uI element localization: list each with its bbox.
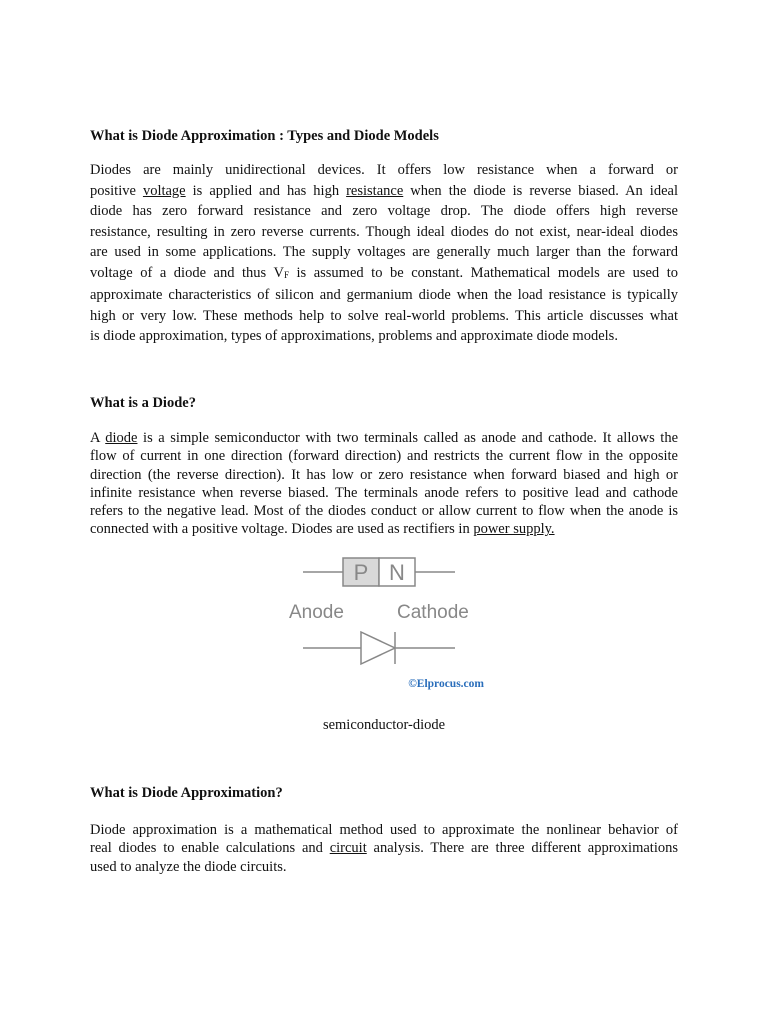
figure-caption: semiconductor-diode xyxy=(322,717,446,733)
text-line: flow of current in one direction (forward direction) and restricts the current flow in the opposite xyxy=(90,448,678,465)
text-line: is diode approximation, types of approximations, problems and approximate diode models. xyxy=(90,328,618,344)
text-line: Diodes are mainly unidirectional devices. It offers low resistance when a forward or xyxy=(90,162,678,178)
anode-label: Anode xyxy=(289,602,344,623)
text-line: refers to the negative lead. Most of the diodes conduct or allow current to flow when the anode is xyxy=(90,503,678,520)
p-label: P xyxy=(353,560,369,585)
cathode-label: Cathode xyxy=(397,602,469,623)
inline-link[interactable]: power supply. xyxy=(473,521,555,538)
text-line: resistance, resulting in zero reverse currents. Though ideal diodes do not exist, near-ideal diodes xyxy=(90,223,678,240)
inline-link[interactable]: voltage xyxy=(142,182,186,199)
text-line: direction (the reverse direction). It has low or zero resistance when forward biased and high or xyxy=(90,466,678,483)
inline-link[interactable]: resistance xyxy=(346,182,404,199)
section-title-diode-approximation-types: What is Diode Approximation : Types and Diode Models xyxy=(90,128,439,144)
text-line: diode has zero forward resistance and zero voltage drop. The diode offers high reverse xyxy=(90,203,678,219)
text-line: A diode is a simple semiconductor with two terminals called as anode and cathode. It allows the xyxy=(90,430,679,446)
text-line: are used in some applications. The supply voltages are generally much larger than the forward xyxy=(90,244,678,260)
text-line: positive voltage is applied and has high resistance when the diode is reverse biased. An ideal xyxy=(90,182,678,199)
intro-paragraph xyxy=(90,160,678,347)
text-line: Diode approximation is a mathematical method used to approximate the nonlinear behavior of xyxy=(90,822,678,838)
text-line: voltage of a diode and thus $V_F$ is assumed to be constant. Mathematical models are used to xyxy=(90,264,678,281)
text-line: approximate characteristics of silicon and germanium diode when the load resistance is typically xyxy=(90,287,678,303)
diode-figure xyxy=(285,548,585,698)
diode-symbol-triangle xyxy=(361,632,395,664)
subscript: F xyxy=(283,269,289,280)
approximation-paragraph xyxy=(90,821,678,876)
text-line: real diodes to enable calculations and circuit analysis. There are three different approximations xyxy=(90,840,678,857)
inline-link[interactable]: diode xyxy=(105,430,138,446)
inline-link[interactable]: circuit xyxy=(329,840,367,857)
text-line: high or very low. These methods help to solve real-world problems. This article discusses what xyxy=(90,307,678,324)
text-line: connected with a positive voltage. Diodes are used as rectifiers in power supply. xyxy=(90,521,555,538)
section-title-what-is-diode-approximation: What is Diode Approximation? xyxy=(90,785,283,801)
diode-paragraph xyxy=(90,429,678,539)
diode-diagram xyxy=(285,548,585,698)
text-line: used to analyze the diode circuits. xyxy=(90,858,287,875)
section-title-what-is-a-diode: What is a Diode? xyxy=(90,395,196,411)
text-line: infinite resistance when reverse biased. The terminals anode refers to positive lead and cathode xyxy=(90,484,678,501)
n-label: N xyxy=(389,560,405,585)
elprocus-watermark: ©Elprocus.com xyxy=(408,678,484,690)
